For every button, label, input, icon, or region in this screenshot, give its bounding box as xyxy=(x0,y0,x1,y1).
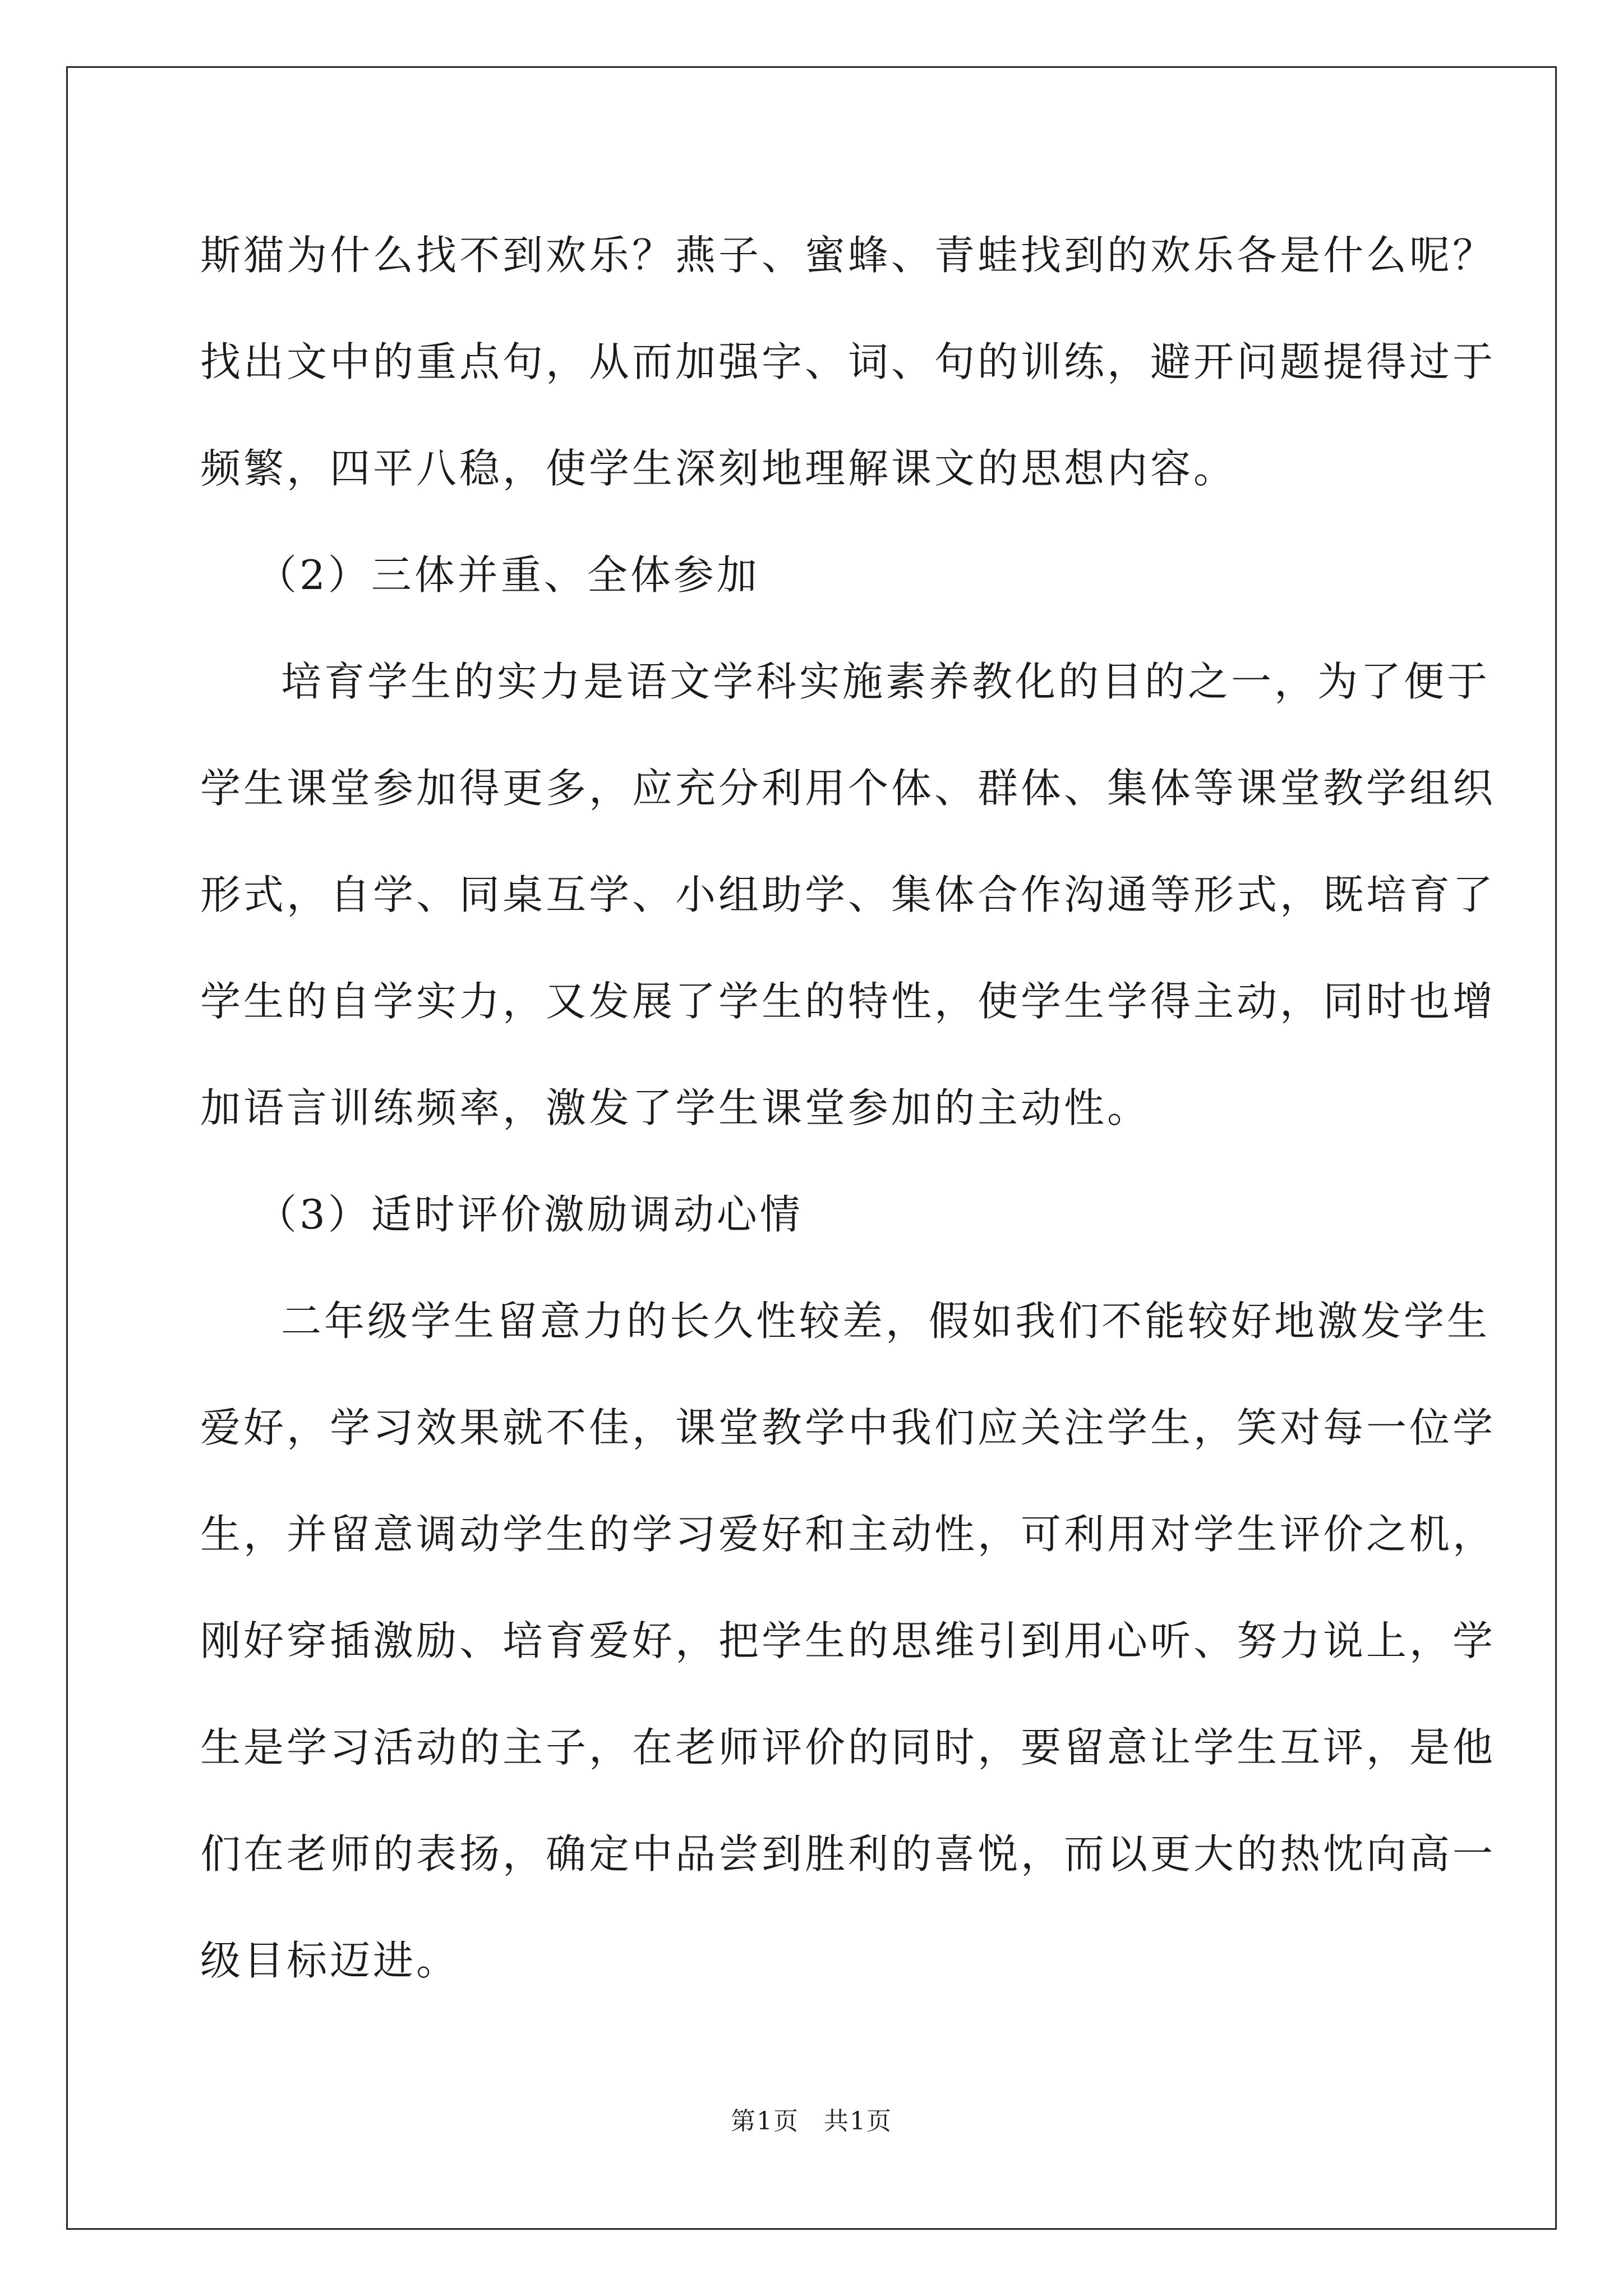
text-line: 们在老师的表扬，确定中品尝到胜利的喜悦，而以更大的热忱向高一 xyxy=(200,1830,1496,1878)
text-line: 生是学习活动的主子，在老师评价的同时，要留意让学生互评，是他 xyxy=(200,1724,1496,1771)
section-heading: （2）三体并重、全体参加 xyxy=(256,551,760,599)
text-line: 刚好穿插激励、培育爱好，把学生的思维引到用心听、努力说上，学 xyxy=(200,1617,1496,1664)
text-line: 学生课堂参加得更多，应充分利用个体、群体、集体等课堂教学组织 xyxy=(200,765,1496,812)
section-heading: （3）适时评价激励调动心情 xyxy=(256,1191,803,1238)
text-line: 形式，自学、同桌互学、小组助学、集体合作沟通等形式，既培育了 xyxy=(200,871,1496,918)
text-line: 生，并留意调动学生的学习爱好和主动性，可利用对学生评价之机， xyxy=(200,1511,1496,1558)
text-line: 频繁，四平八稳，使学生深刻地理解课文的思想内容。 xyxy=(200,445,1237,492)
text-line: 爱好，学习效果就不佳，课堂教学中我们应关注学生，笑对每一位学 xyxy=(200,1404,1496,1451)
text-line: 找出文中的重点句，从而加强字、词、句的训练，避开问题提得过于 xyxy=(200,338,1496,385)
page-number: 第1页 xyxy=(731,2107,799,2136)
total-pages: 共1页 xyxy=(824,2107,892,2136)
text-line: 斯猫为什么找不到欢乐？燕子、蜜蜂、青蛙找到的欢乐各是什么呢？ xyxy=(200,232,1496,279)
text-line: 培育学生的实力是语文学科实施素养教化的目的之一，为了便于 xyxy=(281,658,1491,705)
page-footer xyxy=(0,2101,1623,2137)
document-body xyxy=(200,202,1496,2014)
text-line: 级目标迈进。 xyxy=(200,1937,460,1984)
text-line: 二年级学生留意力的长久性较差，假如我们不能较好地激发学生 xyxy=(281,1297,1491,1345)
text-line: 学生的自学实力，又发展了学生的特性，使学生学得主动，同时也增 xyxy=(200,978,1496,1025)
text-line: 加语言训练频率，激发了学生课堂参加的主动性。 xyxy=(200,1084,1151,1131)
